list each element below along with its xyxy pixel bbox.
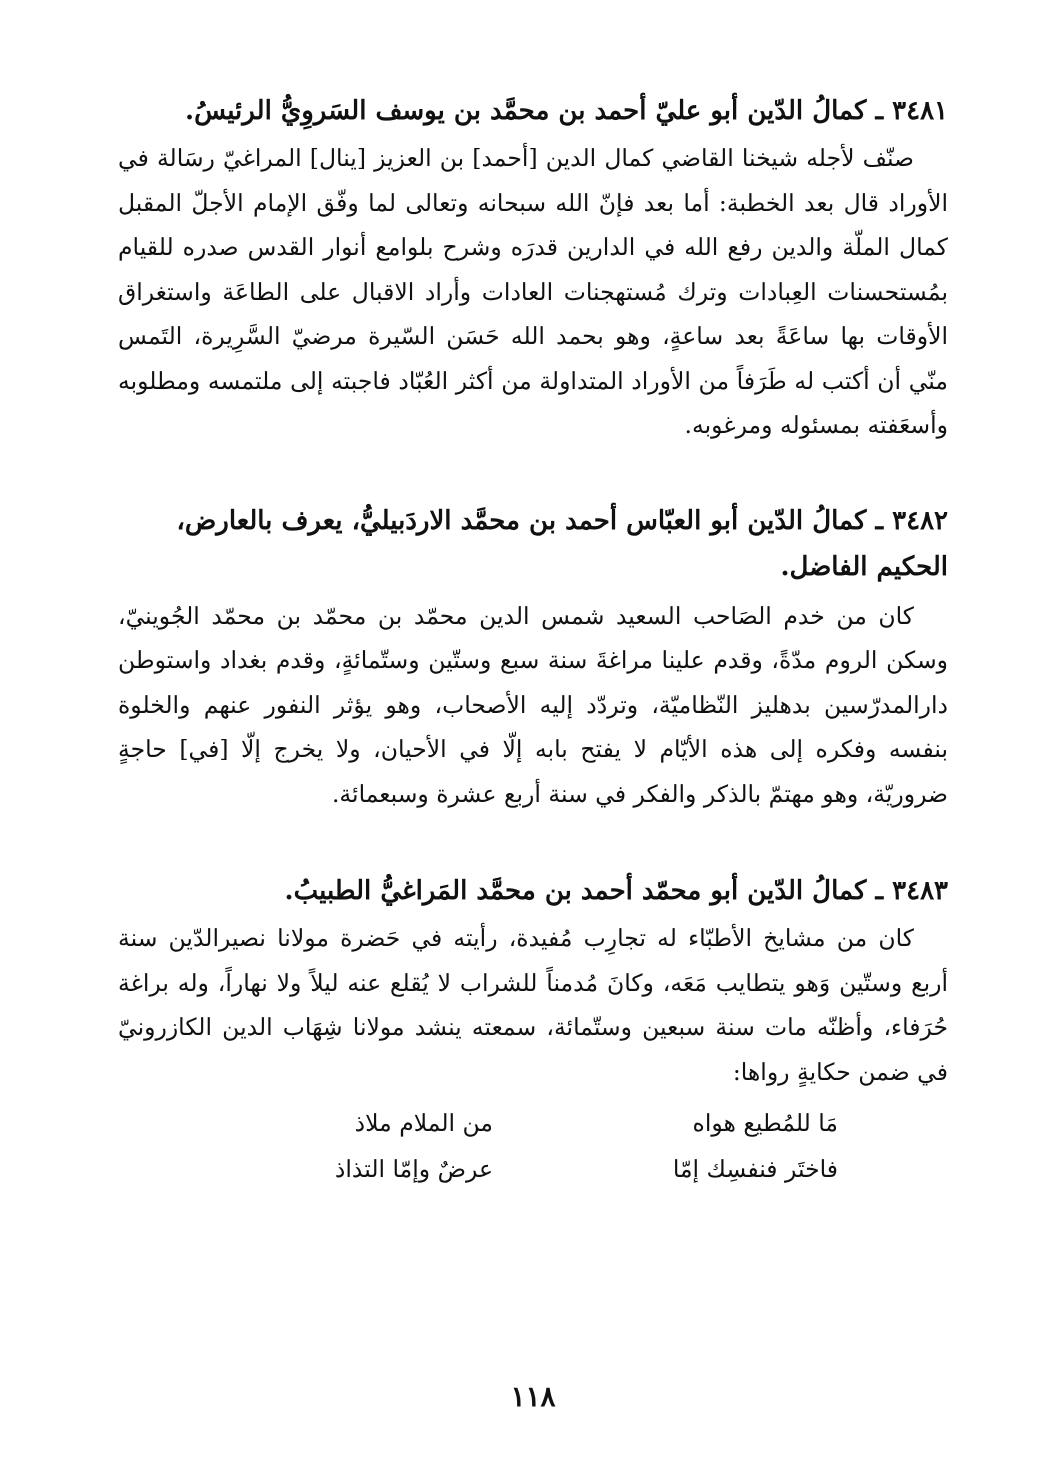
verse-first-hemistich: فاختَر فنفسِك إمّا [672,1155,838,1183]
entry-3483 [118,868,948,1192]
entry-heading: ٣٤٨٣ ـ كمالُ الدّين أبو محمّد أحمد بن محمَّد المَراغيُّ الطبيبُ. [284,876,948,906]
entry-heading: ٣٤٨٢ ـ كمالُ الدّين أبو العبّاس أحمد بن محمَّد الاردَبيليُّ، يعرف بالعارض، الحكيم الفاضل. [176,505,948,582]
entry-3482 [118,498,948,817]
entry-body: كان من مشايخ الأطبّاء له تجارِب مُفيدة، رأيته في حَضرة مولانا نصيرالدّين سنة أربع وستّين وَهو يتطايب مَعَه، وكانَ مُدمناً للشراب لا يُقلع عنه ليلاً ولا نهاراً، وله براغة حُرَفاء، وأظنّه مات سنة سبعين وستّمائة، سمعته ينشد مولانا شِهَاب الدين الكازرونيّ في ضمن حكايةٍ رواها: [118,924,948,1086]
verse-line [118,1100,948,1146]
entry-heading: ٣٤٨١ ـ كمالُ الدّين أبو عليّ أحمد بن محمَّد بن يوسف السَروِيُّ الرئيسُ. [185,96,948,126]
entry-body: صنّف لأجله شيخنا القاضي كمال الدين [أحمد] بن العزيز [ينال] المراغيّ رسَالة في الأوراد قال بعد الخطبة: أما بعد فإنّ الله سبحانه وتعالى لما وفّق الإمام الأجلّ المقبل كمال الملّة والدين رفع الله في الدارين قدرَه وشرح بلوامع أنوار القدس صدره للقيام بمُستحسنات العِبادات وترك مُستهجنات العادات وأراد الاقبال على الطاعَة واستغراق الأوقات بها ساعَةً بعد ساعةٍ، وهو بحمد الله حَسَن السّيرة مرضيّ السَّرِيرة، التَمس منّي أن أكتب له طَرَفاً من الأوراد المتداولة من أكثر العُبّاد فاجبته إلى ملتمسه ومطلوبه وأسعَفته بمسئوله ومرغوبه. [118,144,948,439]
verse-line [118,1146,948,1192]
entry-body: كان من خدم الصَاحب السعيد شمس الدين محمّد بن محمّد بن محمّد الجُوينيّ، وسكن الروم مدّةً، وقدم علينا مراغةَ سنة سبع وستّين وستّمائةٍ، وقدم بغداد واستوطن دارالمدرّسين بدهليز النّظاميّة، وتردّد إليه الأصحاب، وهو يؤثر النفور عنهم والخلوة بنفسه وفكره إلى هذه الأيّام لا يفتح بابه إلّا في الأحيان، ولا يخرج إلّا [في] حاجةٍ ضروريّة، وهو مهتمّ بالذكر والفكر في سنة أربع عشرة وسبعمائة. [118,601,948,808]
page-number: ١١٨ [510,1380,556,1413]
entry-3481 [118,88,948,448]
verse-first-hemistich: مَا للمُطيع هواه [692,1109,838,1137]
poem [118,1100,948,1192]
verse-second-hemistich: من الملام ملاذ [354,1109,493,1137]
verse-second-hemistich: عرضٌ وإمّا التذاذ [334,1155,493,1183]
document-page [118,88,948,1448]
